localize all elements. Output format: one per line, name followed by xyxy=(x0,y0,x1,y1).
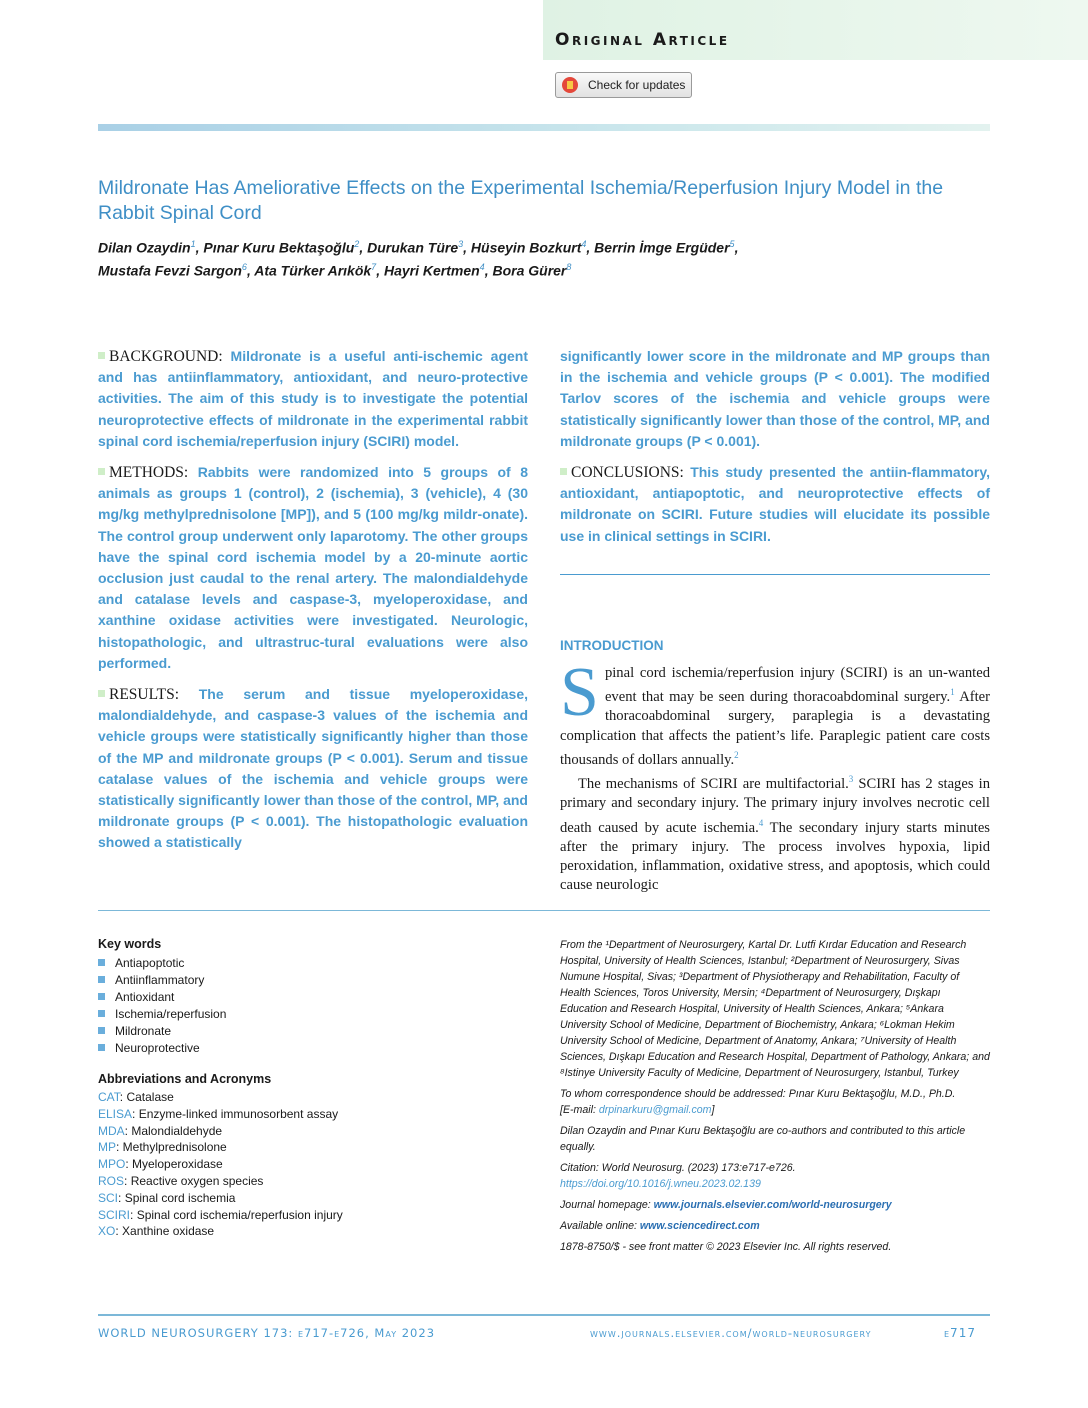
keyword-item: Antiinflammatory xyxy=(98,972,226,989)
intro-paragraph-2 xyxy=(560,770,990,896)
intro-paragraph-1 xyxy=(560,654,990,770)
article-title: Mildronate Has Ameliorative Effects on the Experimental Ischemia/Reperfusion Injury Model in the Rabbit Spinal Cord xyxy=(98,177,944,224)
abbreviation-key: SCIRI xyxy=(98,1207,131,1222)
author-list: Dilan Ozaydin$^1$, Pınar Kuru Bektaşoğlu$^2$, Durukan Türe$^3$, Hüseyin Bozkurt$^4$, Berrin İmge Ergüder$^5$, Mustafa Fevzi Sargon$^6$, Ata Türker Arıkök$^7$, Hayri Kertmen$^4$, Bora Gürer$^8$ xyxy=(98,239,739,279)
abbreviation-value: Catalase xyxy=(126,1090,174,1104)
author: Pınar Kuru Bektaşoğlu xyxy=(203,239,355,256)
author-affiliation-ref: 1 xyxy=(190,239,196,249)
abbreviation-value: Spinal cord ischemia xyxy=(124,1190,236,1205)
introduction-heading: INTRODUCTION xyxy=(560,638,664,653)
results-label: RESULTS: xyxy=(109,686,180,704)
footer-rule xyxy=(98,1314,990,1316)
citation-ref[interactable]: 3 xyxy=(848,774,854,785)
check-for-updates-label: Check for updates xyxy=(588,78,686,92)
intro-text: The mechanisms of SCIRI are multifactorial. xyxy=(578,776,849,793)
crossmark-icon xyxy=(562,77,578,93)
correspondence-text: To whom correspondence should be addressed: Pınar Kuru Bektaşoğlu, M.D., Ph.D. xyxy=(560,1088,956,1100)
copyright: 1878-8750/$ - see front matter © 2023 Elsevier Inc. All rights reserved. xyxy=(560,1241,892,1253)
author-affiliation-ref: 7 xyxy=(371,261,377,272)
correspondence xyxy=(560,1086,990,1118)
keyword-item: Antiapoptotic xyxy=(98,955,226,972)
background-label: BACKGROUND: xyxy=(109,348,223,365)
author: Bora Gürer xyxy=(492,262,567,279)
abbreviation-item: CAT: Catalase xyxy=(98,1090,174,1104)
abbreviation-item: SCIRI: Spinal cord ischemia/reperfusion injury xyxy=(98,1207,343,1222)
front-matter-divider xyxy=(98,910,990,911)
intro-text: SCIRI has 2 stages in primary and secondary injury. The primary injury involves necrotic cell death caused by acute ischemia. xyxy=(560,776,990,836)
abbreviation-value: Methylprednisolone xyxy=(122,1140,227,1155)
abbreviation-item: SCI: Spinal cord ischemia xyxy=(98,1190,236,1205)
header-rule xyxy=(98,124,990,131)
author-affiliation-ref: 5 xyxy=(729,239,735,249)
results-text: The serum and tissue myeloperoxidase, malondialdehyde, and caspase-3 values of the ischemia and vehicle groups were statistically significantly higher than those of the MP and mildronate groups (P < 0.001). Serum and tissue catalase values of the ischemia and vehicle groups were statistically significantly lower than those of the control, MP, and mildronate groups (P < 0.001). The histopathologic evaluation showed a statistically xyxy=(98,686,528,851)
sciencedirect-link[interactable]: www.sciencedirect.com xyxy=(639,1220,760,1232)
author-affiliation-ref: 4 xyxy=(479,261,485,272)
intro-text: The secondary injury starts minutes after the primary injury. The process involves hypoxia, lipid peroxidation, inflammation, oxidative stress, and apoptosis, which could cause neurologic xyxy=(560,819,990,894)
citation-text: Citation: World Neurosurg. (2023) 173:e717-e726. xyxy=(560,1162,796,1174)
abbreviation-key: ELISA xyxy=(98,1106,133,1121)
introduction-body xyxy=(560,654,990,896)
abbreviation-key: SCI xyxy=(98,1190,119,1205)
abbreviation-value: Spinal cord ischemia/reperfusion injury xyxy=(136,1207,343,1222)
intro-text: After thoracoabdominal surgery, paraplegia is a devastating complication that affects the patient’s life. Paraplegic patient care costs thousands of dollars annually. xyxy=(560,689,990,768)
keyword-item: Mildronate xyxy=(98,1023,226,1040)
email-prefix: [E-mail: xyxy=(560,1104,599,1116)
doi-link[interactable]: https://doi.org/10.1016/j.wneu.2023.02.139 xyxy=(560,1178,761,1190)
abbreviation-key: CAT xyxy=(98,1090,120,1104)
author: Ata Türker Arıkök xyxy=(254,262,372,279)
section-marker-icon xyxy=(98,468,105,475)
coauthor-note: Dilan Ozaydin and Pınar Kuru Bektaşoğlu are co-authors and contributed to this article equally. xyxy=(560,1125,966,1153)
abbreviation-item: MP: Methylprednisolone xyxy=(98,1140,227,1155)
affiliations: From the ¹Department of Neurosurgery, Kartal Dr. Lutfi Kırdar Education and Research Hospital, University of Health Sciences, Istanbul; ²Department of Neurosurgery, Sivas Numune Hospital, Sivas; ³Department of Physiotherapy and Rehabilitation, Faculty of Health Sciences, Toros University, Mersin; ⁴Department of Neurosurgery, Dışkapı Education and Research Hospital, University of Health Sciences, Ankara; ⁵Ankara University School of Medicine, Department of Biochemistry, Ankara; ⁶Lokman Hekim University School of Medicine, Department of Anatomy, Ankara; ⁷University of Health Sciences, Dışkapı Education and Research Hospital, Department of Pathology, Ankara; and ⁸Istinye University Faculty of Medicine, Department of Neurosurgery, Istanbul, Turkey xyxy=(560,939,990,1079)
abbreviation-item: ELISA: Enzyme-linked immunosorbent assay xyxy=(98,1106,339,1121)
citation-ref[interactable]: 2 xyxy=(734,750,739,761)
front-matter-notes xyxy=(560,937,990,1260)
author-affiliation-ref: 8 xyxy=(566,261,572,272)
abstract-conclusions xyxy=(560,462,990,547)
keyword-item: Ischemia/reperfusion xyxy=(98,1006,226,1023)
keyword-item: Neuroprotective xyxy=(98,1040,226,1057)
abbreviation-item: ROS: Reactive oxygen species xyxy=(98,1173,264,1188)
abstract-background xyxy=(98,346,528,452)
author-affiliation-ref: 3 xyxy=(458,239,464,249)
background-text: Mildronate is a useful anti-ischemic agent and has antiinflammatory, antioxidant, and neuro-protective activities. The aim of this study is to investigate the potential neuroprotective effects of mildronate in the experimental rabbit spinal cord ischemia/reperfusion injury (SCIRI) model. xyxy=(98,348,529,449)
abbreviation-value: Malondialdehyde xyxy=(131,1123,223,1138)
author: Hüseyin Bozkurt xyxy=(470,239,582,256)
keywords-heading: Key words xyxy=(98,937,162,951)
abstract-results-continued: significantly lower score in the mildronate and MP groups than in the ischemia and vehicle groups (P < 0.001). The modified Tarlov scores of the ischemia and vehicle groups were statistically significantly lower than those of the control, MP, and mildronate groups (P < 0.001). xyxy=(560,348,990,449)
section-marker-icon xyxy=(98,690,105,697)
author-affiliation-ref: 2 xyxy=(354,239,360,249)
methods-label: METHODS: xyxy=(109,464,189,482)
section-label: Original Article xyxy=(555,30,730,50)
citation-ref[interactable]: 4 xyxy=(758,817,764,828)
footer-journal: WORLD NEUROSURGERY 173: e717-e726, May 2023 xyxy=(98,1326,436,1340)
homepage-label: Journal homepage: xyxy=(560,1199,654,1211)
available-online xyxy=(560,1218,990,1234)
check-for-updates-button[interactable] xyxy=(555,72,692,98)
section-marker-icon xyxy=(560,468,567,475)
online-label: Available online: xyxy=(560,1220,640,1232)
abbreviation-value: Xanthine oxidase xyxy=(122,1224,215,1239)
citation-ref[interactable]: 1 xyxy=(950,687,955,698)
abbreviation-key: ROS xyxy=(98,1173,125,1188)
author: Durukan Türe xyxy=(367,239,459,256)
conclusions-label: CONCLUSIONS: xyxy=(571,464,684,482)
abstract-divider xyxy=(560,574,990,575)
abbreviation-item: MPO: Myeloperoxidase xyxy=(98,1157,223,1172)
author-affiliation-ref: 4 xyxy=(581,239,587,249)
abbreviation-key: XO xyxy=(98,1224,116,1239)
abbreviations-list xyxy=(98,1089,343,1240)
author: Hayri Kertmen xyxy=(383,262,480,279)
abstract-right-column xyxy=(560,346,990,557)
methods-text: Rabbits were randomized into 5 groups of 8 animals as groups 1 (control), 2 (ischemia), 3 (vehicle), 4 (30 mg/kg methylprednisolone [MP]), and 5 (100 mg/kg mildr-onate). The control group underwent only laparotomy. The other groups have the spinal cord ischemia model by a 20-minute aortic occlusion just caudal to the renal artery. The malondialdehyde and catalase levels and caspase-3, myeloperoxidase, and xanthine oxidase activities were investigated. Neurologic, histopathologic, and ultrastruc-tural evaluations were also performed. xyxy=(98,464,528,671)
abstract-left-column xyxy=(98,346,528,864)
abbreviation-key: MP xyxy=(98,1140,116,1155)
footer-page-number: e717 xyxy=(944,1326,976,1340)
author: Berrin İmge Ergüder xyxy=(594,239,730,256)
abbreviation-key: MDA xyxy=(98,1123,125,1138)
abbreviation-value: Myeloperoxidase xyxy=(132,1157,223,1172)
abstract-methods xyxy=(98,462,528,674)
abstract-results xyxy=(98,684,528,854)
keyword-item: Antioxidant xyxy=(98,989,226,1006)
citation xyxy=(560,1160,990,1192)
intro-text: pinal cord ischemia/reperfusion injury (SCIRI) is an un-wanted event that may be seen during thoracoabdominal surgery. xyxy=(604,665,990,706)
conclusions-text: This study presented the antiin-flammatory, antioxidant, antiapoptotic, and neuroprotective effects of mildronate on SCIRI. Future studies will elucidate its possible use in clinical settings in SCIRI. xyxy=(560,464,991,544)
drop-cap: S xyxy=(560,654,599,731)
abbreviation-item: XO: Xanthine oxidase xyxy=(98,1224,215,1239)
email-suffix: ] xyxy=(711,1104,715,1116)
abbreviation-item: MDA: Malondialdehyde xyxy=(98,1123,223,1138)
email-link[interactable]: drpinarkuru@gmail.com xyxy=(598,1104,712,1116)
author: Dilan Ozaydin xyxy=(98,239,191,256)
abbreviation-key: MPO xyxy=(98,1157,126,1172)
section-marker-icon xyxy=(98,352,105,359)
abbreviation-value: Reactive oxygen species xyxy=(130,1173,264,1188)
abbreviation-value: Enzyme-linked immunosorbent assay xyxy=(138,1106,339,1121)
author-affiliation-ref: 6 xyxy=(241,261,247,272)
abbreviations-heading: Abbreviations and Acronyms xyxy=(98,1072,272,1086)
author: Mustafa Fevzi Sargon xyxy=(98,262,242,279)
keywords-list xyxy=(98,955,226,1057)
footer-url[interactable]: www.journals.elsevier.com/world-neurosurgery xyxy=(590,1326,872,1340)
journal-homepage xyxy=(560,1197,990,1213)
homepage-link[interactable]: www.journals.elsevier.com/world-neurosurgery xyxy=(653,1199,892,1211)
